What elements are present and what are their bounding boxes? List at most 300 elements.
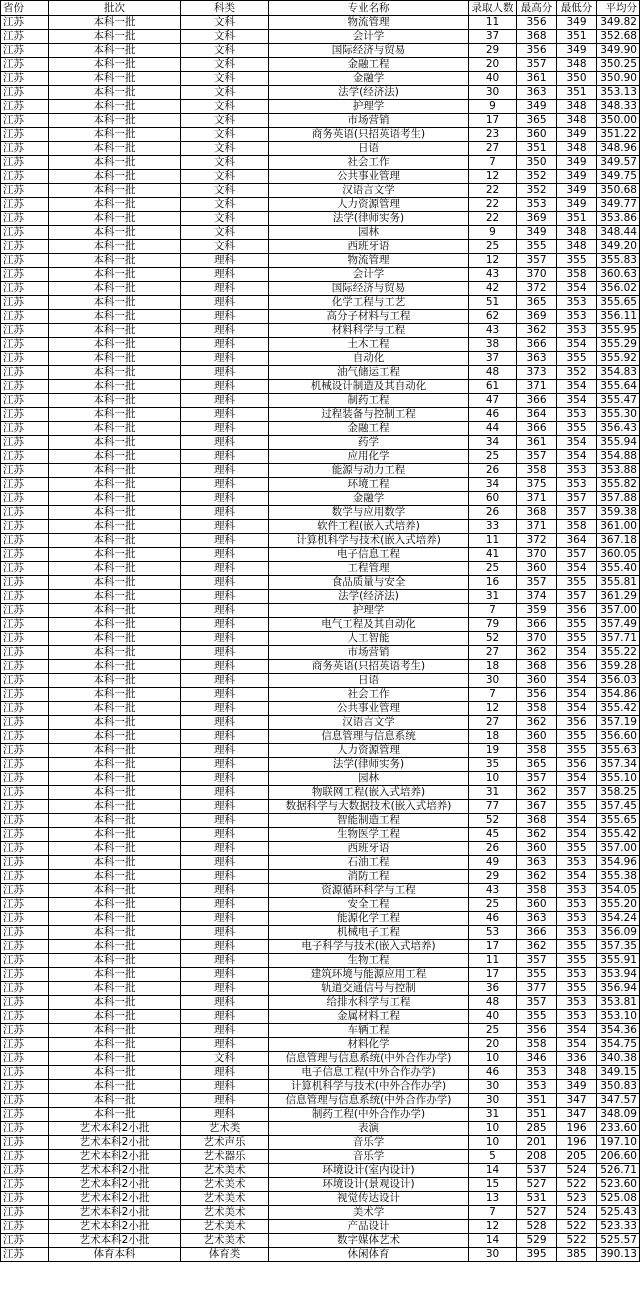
- cell-min-score: 352: [557, 366, 597, 380]
- cell-batch: 本科一批: [49, 310, 181, 324]
- cell-avg-score: 349.15: [597, 1066, 640, 1080]
- table-row: [1, 968, 640, 982]
- cell-avg-score: 356.94: [597, 982, 640, 996]
- cell-major: 市场营销: [269, 646, 469, 660]
- cell-avg-score: 525.43: [597, 1206, 640, 1220]
- cell-batch: 本科一批: [49, 198, 181, 212]
- cell-avg-score: 359.38: [597, 506, 640, 520]
- cell-batch: 本科一批: [49, 212, 181, 226]
- cell-province: 江苏: [1, 828, 49, 842]
- table-row: [1, 940, 640, 954]
- cell-min-score: 356: [557, 758, 597, 772]
- cell-admitted-count: 26: [469, 842, 517, 856]
- cell-category: 理科: [181, 422, 269, 436]
- cell-admitted-count: 37: [469, 352, 517, 366]
- cell-admitted-count: 16: [469, 576, 517, 590]
- cell-min-score: 351: [557, 30, 597, 44]
- cell-province: 江苏: [1, 408, 49, 422]
- cell-province: 江苏: [1, 576, 49, 590]
- cell-province: 江苏: [1, 142, 49, 156]
- cell-max-score: 362: [517, 324, 557, 338]
- cell-admitted-count: 43: [469, 324, 517, 338]
- cell-max-score: 369: [517, 212, 557, 226]
- cell-avg-score: 348.44: [597, 226, 640, 240]
- cell-batch: 本科一批: [49, 170, 181, 184]
- cell-category: 艺术美术: [181, 1206, 269, 1220]
- cell-max-score: 355: [517, 968, 557, 982]
- table-row: [1, 1248, 640, 1262]
- cell-category: 理科: [181, 632, 269, 646]
- cell-province: 江苏: [1, 856, 49, 870]
- cell-max-score: 372: [517, 534, 557, 548]
- table-row: [1, 898, 640, 912]
- cell-max-score: 360: [517, 842, 557, 856]
- cell-avg-score: 357.88: [597, 492, 640, 506]
- table-row: [1, 1108, 640, 1122]
- table-row: [1, 674, 640, 688]
- cell-batch: 本科一批: [49, 58, 181, 72]
- cell-max-score: 377: [517, 982, 557, 996]
- cell-min-score: 357: [557, 492, 597, 506]
- cell-category: 理科: [181, 856, 269, 870]
- cell-batch: 本科一批: [49, 576, 181, 590]
- cell-category: 理科: [181, 1038, 269, 1052]
- cell-max-score: 351: [517, 1094, 557, 1108]
- cell-province: 江苏: [1, 982, 49, 996]
- cell-admitted-count: 26: [469, 464, 517, 478]
- cell-max-score: 370: [517, 268, 557, 282]
- cell-batch: 本科一批: [49, 226, 181, 240]
- cell-avg-score: 359.28: [597, 660, 640, 674]
- cell-max-score: 362: [517, 870, 557, 884]
- cell-admitted-count: 29: [469, 870, 517, 884]
- cell-admitted-count: 31: [469, 590, 517, 604]
- table-row: [1, 100, 640, 114]
- cell-min-score: 356: [557, 716, 597, 730]
- header-province: 省份: [1, 1, 49, 16]
- cell-admitted-count: 25: [469, 562, 517, 576]
- cell-major: 信息管理与信息系统(中外合作办学): [269, 1052, 469, 1066]
- cell-major: 法学(经济法): [269, 86, 469, 100]
- cell-avg-score: 357.71: [597, 632, 640, 646]
- cell-max-score: 349: [517, 226, 557, 240]
- cell-major: 环境设计(景观设计): [269, 1178, 469, 1192]
- cell-avg-score: 357.34: [597, 758, 640, 772]
- cell-province: 江苏: [1, 1024, 49, 1038]
- cell-batch: 本科一批: [49, 800, 181, 814]
- cell-avg-score: 355.22: [597, 646, 640, 660]
- table-row: [1, 702, 640, 716]
- cell-batch: 本科一批: [49, 996, 181, 1010]
- cell-batch: 本科一批: [49, 184, 181, 198]
- cell-category: 理科: [181, 870, 269, 884]
- cell-major: 护理学: [269, 100, 469, 114]
- header-max-score: 最高分: [517, 1, 557, 16]
- cell-province: 江苏: [1, 282, 49, 296]
- table-row: [1, 268, 640, 282]
- cell-max-score: 374: [517, 590, 557, 604]
- cell-admitted-count: 25: [469, 1024, 517, 1038]
- cell-major: 信息管理与信息系统(中外合作办学): [269, 1094, 469, 1108]
- cell-province: 江苏: [1, 646, 49, 660]
- cell-province: 江苏: [1, 184, 49, 198]
- cell-admitted-count: 61: [469, 380, 517, 394]
- cell-avg-score: 340.38: [597, 1052, 640, 1066]
- table-row: [1, 16, 640, 30]
- cell-min-score: 364: [557, 534, 597, 548]
- cell-batch: 本科一批: [49, 1080, 181, 1094]
- cell-admitted-count: 30: [469, 1094, 517, 1108]
- cell-province: 江苏: [1, 226, 49, 240]
- cell-batch: 本科一批: [49, 632, 181, 646]
- cell-province: 江苏: [1, 912, 49, 926]
- cell-min-score: 353: [557, 310, 597, 324]
- cell-avg-score: 349.20: [597, 240, 640, 254]
- cell-min-score: 355: [557, 618, 597, 632]
- cell-major: 电子信息工程(中外合作办学): [269, 1066, 469, 1080]
- cell-avg-score: 349.57: [597, 156, 640, 170]
- cell-max-score: 353: [517, 1080, 557, 1094]
- cell-batch: 本科一批: [49, 436, 181, 450]
- cell-major: 材料化学: [269, 1038, 469, 1052]
- cell-category: 理科: [181, 786, 269, 800]
- cell-province: 江苏: [1, 800, 49, 814]
- cell-avg-score: 355.10: [597, 772, 640, 786]
- table-row: [1, 730, 640, 744]
- cell-admitted-count: 23: [469, 128, 517, 142]
- cell-province: 江苏: [1, 72, 49, 86]
- cell-max-score: 369: [517, 310, 557, 324]
- cell-max-score: 362: [517, 646, 557, 660]
- cell-batch: 艺术本科2小批: [49, 1136, 181, 1150]
- cell-province: 江苏: [1, 730, 49, 744]
- cell-avg-score: 353.86: [597, 212, 640, 226]
- cell-avg-score: 355.82: [597, 478, 640, 492]
- cell-max-score: 358: [517, 884, 557, 898]
- cell-avg-score: 353.81: [597, 996, 640, 1010]
- cell-major: 电子科学与技术(嵌入式培养): [269, 940, 469, 954]
- cell-category: 理科: [181, 744, 269, 758]
- cell-category: 理科: [181, 590, 269, 604]
- cell-category: 理科: [181, 352, 269, 366]
- cell-category: 文科: [181, 44, 269, 58]
- cell-category: 文科: [181, 156, 269, 170]
- cell-major: 表演: [269, 1122, 469, 1136]
- cell-major: 公共事业管理: [269, 702, 469, 716]
- cell-max-score: 366: [517, 926, 557, 940]
- cell-major: 电子信息工程: [269, 548, 469, 562]
- cell-major: 环境设计(室内设计): [269, 1164, 469, 1178]
- cell-admitted-count: 30: [469, 1248, 517, 1262]
- cell-province: 江苏: [1, 100, 49, 114]
- table-row: [1, 436, 640, 450]
- cell-admitted-count: 12: [469, 1220, 517, 1234]
- table-row: [1, 772, 640, 786]
- cell-avg-score: 361.00: [597, 520, 640, 534]
- cell-avg-score: 350.25: [597, 58, 640, 72]
- table-row: [1, 128, 640, 142]
- cell-category: 理科: [181, 436, 269, 450]
- cell-province: 江苏: [1, 1010, 49, 1024]
- cell-province: 江苏: [1, 422, 49, 436]
- cell-major: 消防工程: [269, 870, 469, 884]
- cell-major: 日语: [269, 142, 469, 156]
- cell-category: 理科: [181, 534, 269, 548]
- cell-category: 理科: [181, 702, 269, 716]
- cell-max-score: 366: [517, 618, 557, 632]
- cell-batch: 本科一批: [49, 142, 181, 156]
- table-row: [1, 240, 640, 254]
- cell-category: 理科: [181, 282, 269, 296]
- cell-province: 江苏: [1, 198, 49, 212]
- cell-admitted-count: 49: [469, 856, 517, 870]
- table-row: [1, 44, 640, 58]
- cell-min-score: 349: [557, 44, 597, 58]
- cell-category: 文科: [181, 100, 269, 114]
- cell-province: 江苏: [1, 86, 49, 100]
- cell-category: 理科: [181, 800, 269, 814]
- cell-avg-score: 197.10: [597, 1136, 640, 1150]
- cell-batch: 本科一批: [49, 646, 181, 660]
- cell-batch: 艺术本科2小批: [49, 1206, 181, 1220]
- cell-major: 环境工程: [269, 478, 469, 492]
- cell-max-score: 364: [517, 408, 557, 422]
- cell-avg-score: 350.90: [597, 72, 640, 86]
- cell-min-score: 355: [557, 954, 597, 968]
- cell-province: 江苏: [1, 268, 49, 282]
- table-row: [1, 198, 640, 212]
- cell-admitted-count: 7: [469, 1206, 517, 1220]
- cell-major: 金融工程: [269, 422, 469, 436]
- cell-min-score: 355: [557, 632, 597, 646]
- table-row: [1, 996, 640, 1010]
- table-row: [1, 660, 640, 674]
- cell-admitted-count: 17: [469, 968, 517, 982]
- cell-avg-score: 354.05: [597, 884, 640, 898]
- cell-max-score: 528: [517, 1220, 557, 1234]
- cell-avg-score: 348.96: [597, 142, 640, 156]
- cell-min-score: 355: [557, 422, 597, 436]
- cell-major: 金属材料工程: [269, 1010, 469, 1024]
- cell-major: 软件工程(嵌入式培养): [269, 520, 469, 534]
- cell-province: 江苏: [1, 450, 49, 464]
- cell-admitted-count: 26: [469, 506, 517, 520]
- cell-batch: 本科一批: [49, 1038, 181, 1052]
- cell-province: 江苏: [1, 58, 49, 72]
- cell-province: 江苏: [1, 954, 49, 968]
- cell-category: 理科: [181, 968, 269, 982]
- cell-admitted-count: 48: [469, 996, 517, 1010]
- cell-province: 江苏: [1, 1080, 49, 1094]
- cell-category: 文科: [181, 184, 269, 198]
- cell-min-score: 353: [557, 926, 597, 940]
- table-row: [1, 478, 640, 492]
- cell-admitted-count: 10: [469, 1052, 517, 1066]
- table-row: [1, 716, 640, 730]
- cell-avg-score: 233.60: [597, 1122, 640, 1136]
- cell-major: 石油工程: [269, 856, 469, 870]
- cell-batch: 本科一批: [49, 688, 181, 702]
- cell-batch: 本科一批: [49, 506, 181, 520]
- cell-max-score: 366: [517, 394, 557, 408]
- table-row: [1, 170, 640, 184]
- cell-max-score: 208: [517, 1150, 557, 1164]
- cell-category: 理科: [181, 324, 269, 338]
- cell-admitted-count: 20: [469, 1038, 517, 1052]
- cell-max-score: 363: [517, 352, 557, 366]
- cell-major: 音乐学: [269, 1136, 469, 1150]
- cell-max-score: 360: [517, 674, 557, 688]
- cell-batch: 本科一批: [49, 268, 181, 282]
- cell-batch: 本科一批: [49, 1066, 181, 1080]
- cell-batch: 本科一批: [49, 478, 181, 492]
- cell-category: 理科: [181, 450, 269, 464]
- cell-province: 江苏: [1, 758, 49, 772]
- cell-avg-score: 356.09: [597, 926, 640, 940]
- cell-avg-score: 357.00: [597, 842, 640, 856]
- cell-province: 江苏: [1, 380, 49, 394]
- cell-avg-score: 355.95: [597, 324, 640, 338]
- cell-province: 江苏: [1, 394, 49, 408]
- table-row: [1, 156, 640, 170]
- cell-major: 化学工程与工艺: [269, 296, 469, 310]
- cell-category: 理科: [181, 982, 269, 996]
- cell-batch: 本科一批: [49, 870, 181, 884]
- cell-min-score: 348: [557, 226, 597, 240]
- cell-min-score: 357: [557, 590, 597, 604]
- cell-major: 计算机科学与技术(中外合作办学): [269, 1080, 469, 1094]
- cell-max-score: 352: [517, 170, 557, 184]
- cell-max-score: 365: [517, 296, 557, 310]
- cell-avg-score: 355.40: [597, 562, 640, 576]
- cell-category: 理科: [181, 898, 269, 912]
- table-row: [1, 1052, 640, 1066]
- cell-avg-score: 355.20: [597, 898, 640, 912]
- cell-batch: 本科一批: [49, 758, 181, 772]
- cell-batch: 艺术本科2小批: [49, 1234, 181, 1248]
- cell-max-score: 531: [517, 1192, 557, 1206]
- cell-max-score: 371: [517, 520, 557, 534]
- cell-province: 江苏: [1, 1192, 49, 1206]
- cell-min-score: 357: [557, 548, 597, 562]
- cell-min-score: 354: [557, 338, 597, 352]
- cell-category: 理科: [181, 954, 269, 968]
- cell-category: 文科: [181, 240, 269, 254]
- cell-admitted-count: 20: [469, 58, 517, 72]
- cell-batch: 本科一批: [49, 450, 181, 464]
- cell-major: 人工智能: [269, 632, 469, 646]
- cell-category: 理科: [181, 576, 269, 590]
- cell-min-score: 356: [557, 660, 597, 674]
- cell-min-score: 354: [557, 772, 597, 786]
- cell-admitted-count: 52: [469, 632, 517, 646]
- cell-min-score: 348: [557, 142, 597, 156]
- header-major: 专业名称: [269, 1, 469, 16]
- cell-category: 理科: [181, 660, 269, 674]
- cell-avg-score: 354.96: [597, 856, 640, 870]
- cell-category: 理科: [181, 758, 269, 772]
- cell-batch: 本科一批: [49, 240, 181, 254]
- cell-avg-score: 349.75: [597, 170, 640, 184]
- cell-min-score: 349: [557, 16, 597, 30]
- cell-province: 江苏: [1, 940, 49, 954]
- cell-province: 江苏: [1, 702, 49, 716]
- cell-max-score: 358: [517, 744, 557, 758]
- cell-batch: 本科一批: [49, 786, 181, 800]
- cell-province: 江苏: [1, 1122, 49, 1136]
- cell-major: 机械设计制造及其自动化: [269, 380, 469, 394]
- cell-batch: 本科一批: [49, 44, 181, 58]
- cell-admitted-count: 31: [469, 786, 517, 800]
- cell-admitted-count: 27: [469, 716, 517, 730]
- cell-admitted-count: 22: [469, 212, 517, 226]
- cell-major: 休闲体育: [269, 1248, 469, 1262]
- cell-category: 理科: [181, 506, 269, 520]
- cell-min-score: 351: [557, 86, 597, 100]
- cell-admitted-count: 36: [469, 982, 517, 996]
- cell-province: 江苏: [1, 1206, 49, 1220]
- cell-major: 汉语言文学: [269, 716, 469, 730]
- cell-min-score: 354: [557, 450, 597, 464]
- cell-province: 江苏: [1, 310, 49, 324]
- cell-major: 食品质量与安全: [269, 576, 469, 590]
- cell-admitted-count: 22: [469, 184, 517, 198]
- cell-admitted-count: 35: [469, 758, 517, 772]
- cell-province: 江苏: [1, 604, 49, 618]
- cell-admitted-count: 25: [469, 240, 517, 254]
- cell-province: 江苏: [1, 660, 49, 674]
- table-row: [1, 576, 640, 590]
- cell-category: 文科: [181, 86, 269, 100]
- cell-batch: 艺术本科2小批: [49, 1122, 181, 1136]
- cell-max-score: 362: [517, 716, 557, 730]
- cell-category: 文科: [181, 30, 269, 44]
- cell-max-score: 346: [517, 1052, 557, 1066]
- cell-max-score: 351: [517, 1108, 557, 1122]
- cell-province: 江苏: [1, 44, 49, 58]
- cell-category: 理科: [181, 772, 269, 786]
- table-row: [1, 226, 640, 240]
- table-row: [1, 72, 640, 86]
- table-row: [1, 814, 640, 828]
- cell-province: 江苏: [1, 1094, 49, 1108]
- cell-avg-score: 355.92: [597, 352, 640, 366]
- cell-category: 理科: [181, 940, 269, 954]
- cell-max-score: 362: [517, 828, 557, 842]
- cell-major: 高分子材料与工程: [269, 310, 469, 324]
- cell-province: 江苏: [1, 212, 49, 226]
- cell-max-score: 371: [517, 492, 557, 506]
- cell-avg-score: 355.81: [597, 576, 640, 590]
- cell-max-score: 371: [517, 380, 557, 394]
- cell-avg-score: 390.13: [597, 1248, 640, 1262]
- table-row: [1, 1150, 640, 1164]
- cell-avg-score: 356.60: [597, 730, 640, 744]
- table-row: [1, 842, 640, 856]
- cell-admitted-count: 15: [469, 1178, 517, 1192]
- cell-batch: 本科一批: [49, 156, 181, 170]
- cell-min-score: 354: [557, 282, 597, 296]
- cell-avg-score: 356.03: [597, 674, 640, 688]
- cell-batch: 体育本科: [49, 1248, 181, 1262]
- cell-max-score: 357: [517, 450, 557, 464]
- cell-avg-score: 523.33: [597, 1220, 640, 1234]
- cell-admitted-count: 45: [469, 828, 517, 842]
- cell-min-score: 336: [557, 1052, 597, 1066]
- cell-province: 江苏: [1, 520, 49, 534]
- cell-max-score: 356: [517, 44, 557, 58]
- cell-admitted-count: 47: [469, 394, 517, 408]
